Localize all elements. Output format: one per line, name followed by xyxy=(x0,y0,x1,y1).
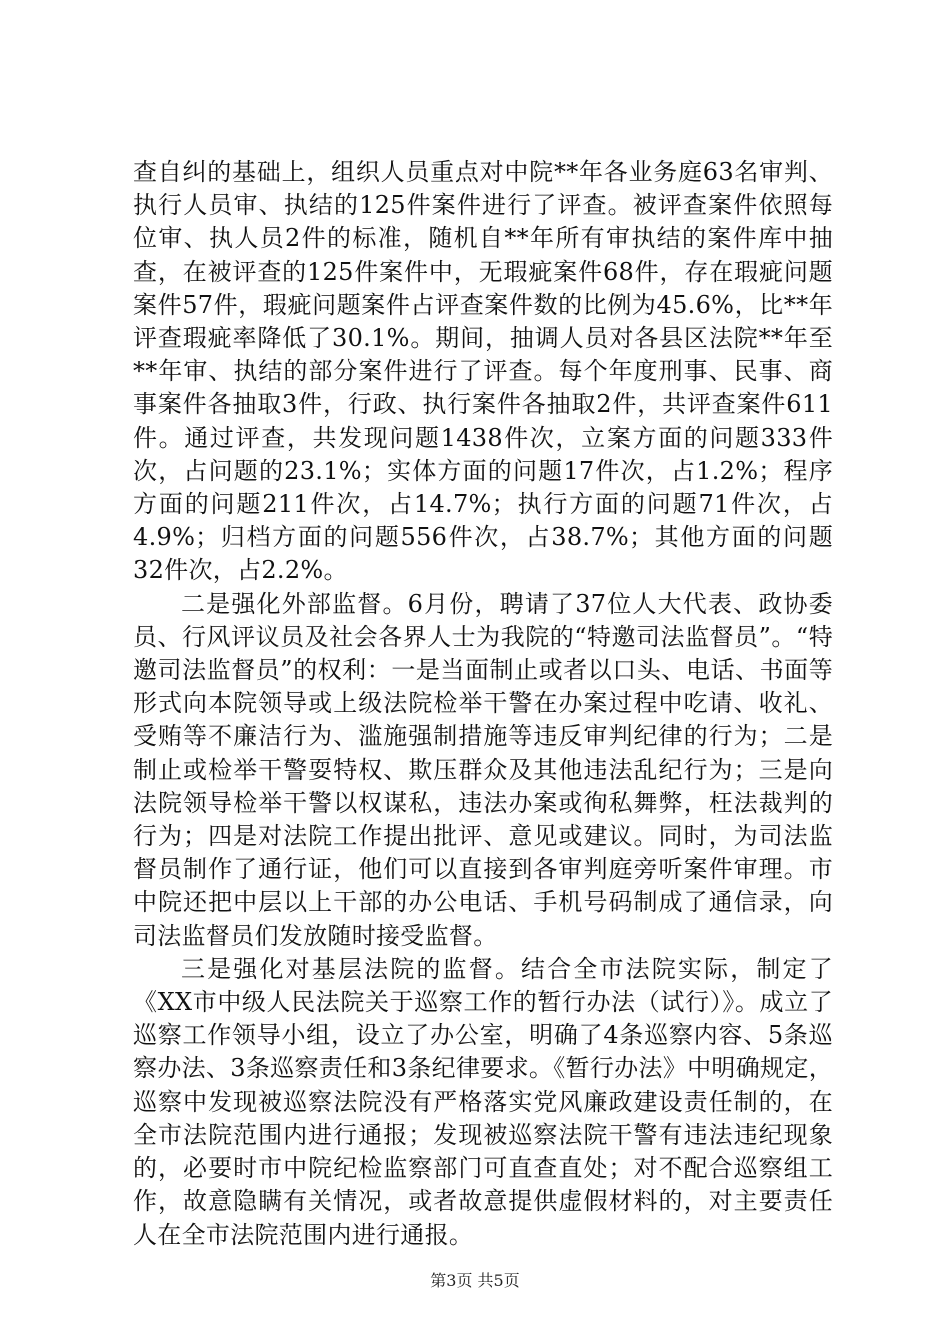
paragraph-external-supervision: 二是强化外部监督。6月份，聘请了37位人大代表、政协委员、行风评议员及社会各界人士为我院的“特邀司法监督员”。“特邀司法监督员”的权利：一是当面制止或者以口头、电话、书面等形式向本院领导或上级法院检举干警在办案过程中吃请、收礼、受贿等不廉洁行为、滥施强制措施等违反审判纪律的行为；二是制止或检举干警耍特权、欺压群众及其他违法乱纪行为；三是向法院领导检举干警以权谋私，违法办案或徇私舞弊，枉法裁判的行为；四是对法院工作提出批评、意见或建议。同时，为司法监督员制作了通行证，他们可以直接到各审判庭旁听案件审理。市中院还把中层以上干部的办公电话、手机号码制成了通信录，向司法监督员们发放随时接受监督。 xyxy=(133,589,833,950)
paragraph-grassroots-supervision: 三是强化对基层法院的监督。结合全市法院实际，制定了《XX市中级人民法院关于巡察工作的暂行办法（试行）》。成立了巡察工作领导小组，设立了办公室，明确了4条巡察内容、5条巡察办法、3条巡察责任和3条纪律要求。《暂行办法》中明确规定，巡察中发现被巡察法院没有严格落实党风廉政建设责任制的，在全市法院范围内进行通报；发现被巡察法院干警有违法违纪现象的，必要时市中院纪检监察部门可直查直处；对不配合巡察组工作，故意隐瞒有关情况，或者故意提供虚假材料的，对主要责任人在全市法院范围内进行通报。 xyxy=(133,954,833,1249)
page-number-label: 第3页 共5页 xyxy=(430,1271,520,1290)
document-body xyxy=(133,156,833,1252)
page-footer xyxy=(0,1271,950,1291)
paragraph-continuation: 查自纠的基础上，组织人员重点对中院**年各业务庭63名审判、执行人员审、执结的125件案件进行了评查。被评查案件依照每位审、执人员2件的标准，随机自**年所有审执结的案件库中抽查，在被评查的125件案件中，无瑕疵案件68件，存在瑕疵问题案件57件，瑕疵问题案件占评查案件数的比例为45.6%，比**年评查瑕疵率降低了30.1%。期间，抽调人员对各县区法院**年至**年审、执结的部分案件进行了评查。每个年度刑事、民事、商事案件各抽取3件，行政、执行案件各抽取2件，共评查案件611件。通过评查，共发现问题1438件次，立案方面的问题333件次，占问题的23.1%；实体方面的问题17件次，占1.2%；程序方面的问题211件次，占14.7%；执行方面的问题71件次，占4.9%；归档方面的问题556件次，占38.7%；其他方面的问题32件次，占2.2%。 xyxy=(133,158,833,585)
